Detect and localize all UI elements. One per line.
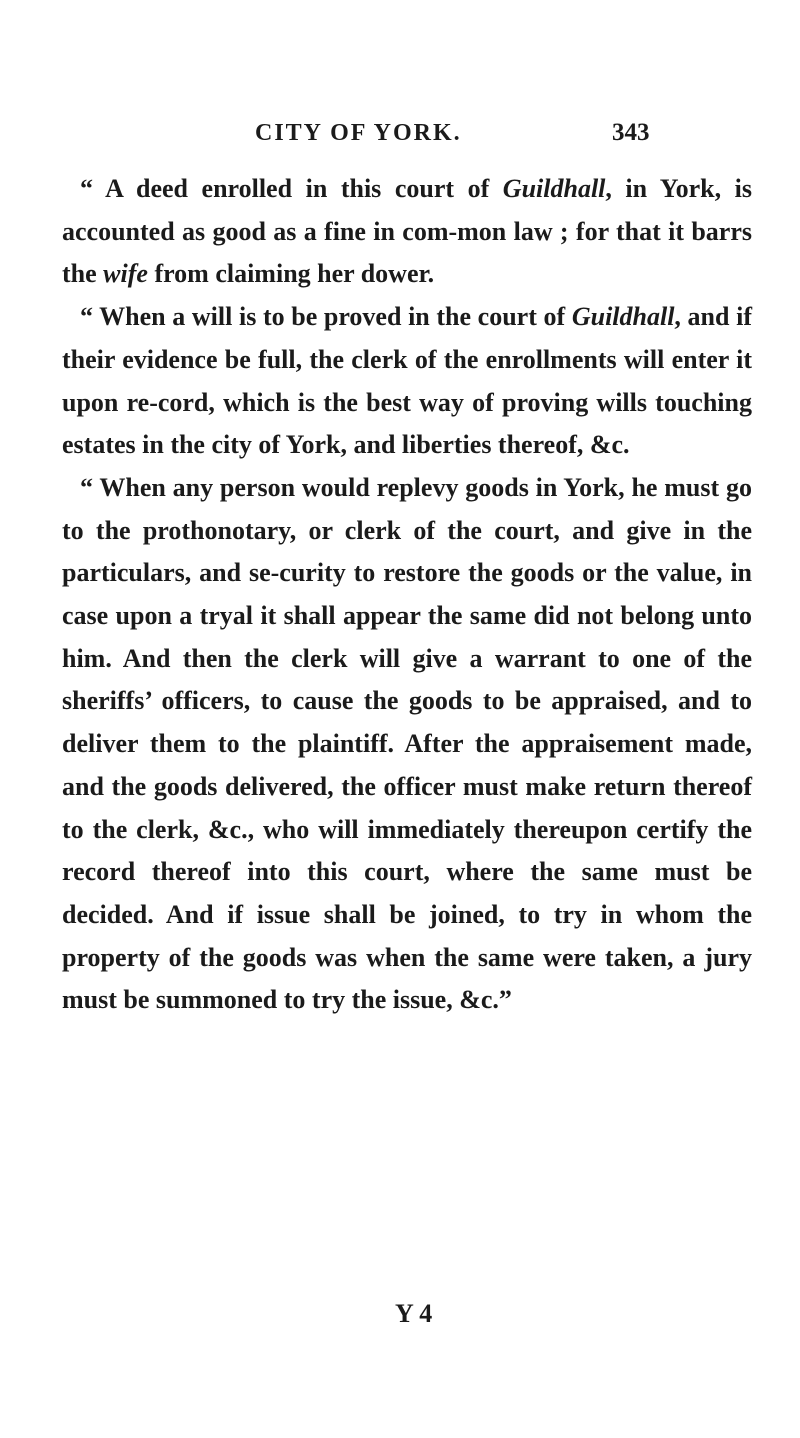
signature-mark: Y 4 (395, 1299, 433, 1328)
italic-segment: Guildhall (571, 302, 675, 332)
paragraph-will-proved (62, 296, 752, 467)
paragraph-replevy-goods (62, 467, 752, 1022)
italic-segment: Guildhall (502, 174, 606, 203)
italic-segment: wife (103, 259, 148, 289)
text-segment: , and if their evidence be full, the clerk of the enrollments will enter it upon re-cord, which is the best way of proving wills touching estates in the city of York, and liberties thereof, &c. (62, 302, 752, 460)
text-segment: , in York, is accounted as good as a fine in com-mon law ; for that it barrs the (62, 174, 752, 289)
paragraph-deed-enrolled (62, 168, 752, 296)
text-segment: “ When a will is to be proved in the court of (80, 302, 572, 332)
running-head (0, 118, 800, 148)
text-segment: from claiming her dower. (147, 259, 435, 289)
text-segment: “ A deed enrolled in this court of (80, 174, 503, 203)
body-text (62, 168, 752, 1022)
running-title: CITY OF YORK. (255, 120, 462, 146)
text-segment: “ When any person would replevy goods in York, he must go to the prothonotary, or clerk of the court, and give in the particulars, and se-curity to restore the goods or the value, in case upon a tryal it shall appear the same did not belong unto him. And then the clerk will give a warrant to one of the sheriffs’ officers, to cause the goods to be appraised, and to deliver them to the plaintiff. After the appraisement made, and the goods delivered, the officer must make return thereof to the clerk, &c., who will immediately thereupon certify the record thereof into this court, where the same must be decided. And if issue shall be joined, to try in whom the property of the goods was when the same were taken, a jury must be summoned to try the issue, &c.” (62, 472, 752, 1015)
page-number: 343 (612, 119, 650, 146)
